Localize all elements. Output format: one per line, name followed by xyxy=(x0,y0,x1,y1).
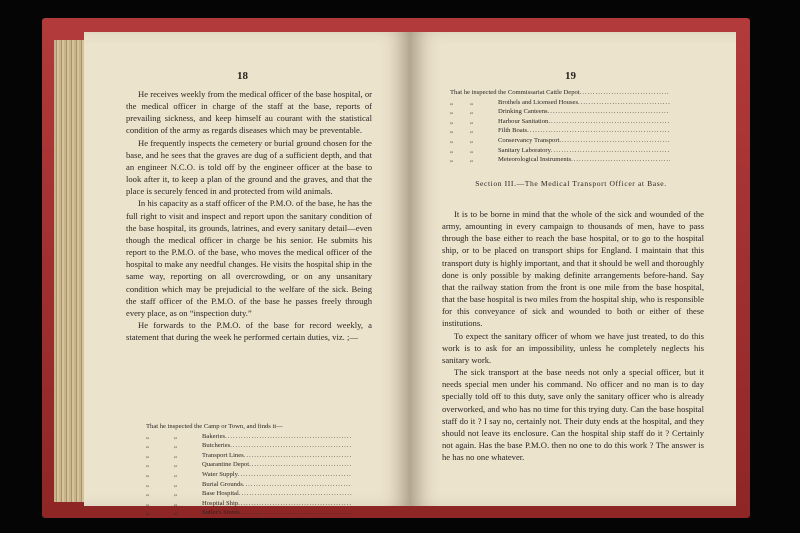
list-item-label: Conservancy Transport xyxy=(498,136,560,144)
ditto-mark: „ xyxy=(450,117,453,125)
leader-dots xyxy=(571,155,670,165)
list-item-label: Meteorological Instruments xyxy=(498,156,572,164)
list-item-label: Drinking Canteens xyxy=(498,108,548,116)
ditto-mark: „ xyxy=(146,480,149,488)
ditto-mark: „ xyxy=(470,127,473,135)
list-item-label: Transport Lines xyxy=(202,451,244,459)
ditto-mark: „ xyxy=(470,156,473,164)
ditto-mark: „ xyxy=(146,461,149,469)
page-edges-left xyxy=(54,40,84,502)
ditto-mark: „ xyxy=(146,451,149,459)
ditto-mark: „ xyxy=(174,432,177,440)
list-item-label: Water Supply xyxy=(202,470,238,478)
list-item-label: Harbour Sanitation xyxy=(498,117,549,125)
ditto-mark: „ xyxy=(470,98,473,106)
ditto-mark: „ xyxy=(174,480,177,488)
ditto-mark: „ xyxy=(450,98,453,106)
list-item xyxy=(146,470,352,480)
list-intro: That he inspected the Camp or Town, and finds it— xyxy=(146,423,283,430)
list-item xyxy=(146,480,352,490)
list-item xyxy=(450,117,670,127)
leader-dots xyxy=(249,460,352,470)
page-number: 19 xyxy=(565,70,576,82)
list-item xyxy=(450,98,670,108)
ditto-mark: „ xyxy=(470,108,473,116)
ditto-mark: „ xyxy=(470,136,473,144)
paragraph: He forwards to the P.M.O. of the base for record weekly, a statement that during the week he performed certain duties, viz. ;— xyxy=(126,319,372,343)
leader-dots xyxy=(230,441,352,451)
list-item xyxy=(450,107,670,117)
leader-dots xyxy=(239,489,352,499)
list-item-label: Filth Boats xyxy=(498,127,528,135)
ditto-mark: „ xyxy=(450,108,453,116)
list-item xyxy=(146,508,352,518)
ditto-mark: „ xyxy=(146,432,149,440)
ditto-mark: „ xyxy=(174,442,177,450)
list-intro: That he inspected the Commissariat Cattle Depot xyxy=(450,89,580,96)
list-item xyxy=(146,451,352,461)
list-item-label: Hospital Ship xyxy=(202,499,239,507)
list-item-label: Sanitary Laboratory xyxy=(498,146,551,154)
ditto-mark: „ xyxy=(174,509,177,517)
paragraph: It is to be borne in mind that the whole of the sick and wounded of the army, amounting in every campaign to thousands of men, have to pass through the base either to reach the base hospital, or to go to the hospital ship, or to be placed on transport ships for England. I maintain that this transport duty is highly important, and that it should be well and thoroughly done is only possible by making definite arrangements before-hand. Say that the railway station from the front is one mile from the base hospital, that the base hospital is two miles from the hospital ship, who is responsible for this conveyance of sick and wounded to both or either of these institutions. xyxy=(442,209,704,329)
list-item-label: Burial Grounds xyxy=(202,480,243,488)
leader-dots xyxy=(548,107,670,117)
list-item xyxy=(450,146,670,156)
list-item-label: Bakeries xyxy=(202,432,226,440)
list-item-label: Butcheries xyxy=(202,442,231,450)
paragraph: To expect the sanitary officer of whom we have just treated, to do this work is to ask for an impossibility, unless he completely neglects his sanitary work. xyxy=(442,330,704,365)
list-item xyxy=(146,489,352,499)
paragraph: The sick transport at the base needs not only a special officer, but it needs special men under his command. No officer and no man is to day specially told off to this duty, save only the sanitary officer who is already overworked, and who has no time for this trying duty. Can the base hospital staff do it ? I say no, certainly not. Their duty ends at the hospital, and they should not leave its enclosure. Can the hospital ship staff do it ? Certainly not again. Has the base P.M.O. then no one to do this work ? The answer is he has no one whatever. xyxy=(442,367,704,463)
list-item-label: Brothels and Licensed Houses xyxy=(498,98,579,106)
page-number: 18 xyxy=(237,70,248,82)
leader-dots xyxy=(238,470,352,480)
leader-dots xyxy=(551,146,670,156)
right-page xyxy=(410,32,736,506)
ditto-mark: „ xyxy=(470,117,473,125)
list-item xyxy=(146,460,352,470)
leader-dots xyxy=(240,508,352,518)
section-heading: Section III.—The Medical Transport Officer at Base. xyxy=(475,179,667,188)
ditto-mark: „ xyxy=(146,490,149,498)
leader-dots xyxy=(559,136,670,146)
paragraph: He receives weekly from the medical officer of the base hospital, or the medical officer in charge of the staff at the base, reports of prevailing sickness, and keep himself au courant with the statistical condition of the army as regards diseases which may be preventable. xyxy=(126,89,372,136)
leader-dots xyxy=(527,126,670,136)
ditto-mark: „ xyxy=(174,499,177,507)
left-body-text xyxy=(126,88,372,343)
leader-dots xyxy=(238,499,352,509)
list-item xyxy=(450,126,670,136)
ditto-mark: „ xyxy=(174,490,177,498)
inspection-list xyxy=(146,422,352,518)
paragraph: In his capacity as a staff officer of the P.M.O. of the base, he has the full right to visit and inspect and report upon the sanitary condition of the base hospital, its grounds, latrines, and every sanitary detail—even though the medical officer in charge be his senior. He submits his report to the P.M.O. of the base, who moves the medical officer of the hospital to make any needful changes. He visits the hospital ship in the same way, reporting on all overcrowding, or on any unsanitary condition which may be prejudicial to the welfare of the sick. Being the staff officer of the P.M.O. of the base he passes freely through every place, as on “inspection duty.” xyxy=(126,198,372,318)
list-item-label: Base Hospital xyxy=(202,490,239,498)
right-body-text xyxy=(442,208,704,463)
ditto-mark: „ xyxy=(450,156,453,164)
leader-dots xyxy=(243,480,352,490)
paragraph: He frequently inspects the cemetery or burial ground chosen for the base, and he sees that the graves are dug of a sufficient depth, and that an engineer N.C.O. is told off by the engineer officer at the base to look after it, to keep a plan of the ground and the graves, and that the place is securely fenced in and protected from wild animals. xyxy=(126,137,372,197)
list-item-label: Sutler's Stores xyxy=(202,509,240,517)
ditto-mark: „ xyxy=(470,146,473,154)
list-item-label: Quarantine Depot xyxy=(202,461,250,469)
ditto-mark: „ xyxy=(174,451,177,459)
list-item xyxy=(450,136,670,146)
ditto-mark: „ xyxy=(174,470,177,478)
ditto-mark: „ xyxy=(174,461,177,469)
inspection-list xyxy=(450,88,670,165)
list-item xyxy=(146,499,352,509)
ditto-mark: „ xyxy=(450,127,453,135)
list-item xyxy=(450,155,670,165)
leader-dots xyxy=(548,117,670,127)
ditto-mark: „ xyxy=(450,146,453,154)
leader-dots xyxy=(578,98,670,108)
ditto-mark: „ xyxy=(146,470,149,478)
ditto-mark: „ xyxy=(146,509,149,517)
list-item xyxy=(146,432,352,442)
ditto-mark: „ xyxy=(146,499,149,507)
open-book xyxy=(42,18,750,518)
list-item xyxy=(146,441,352,451)
leader-dots xyxy=(244,451,352,461)
leader-dots xyxy=(225,432,352,442)
ditto-mark: „ xyxy=(146,442,149,450)
ditto-mark: „ xyxy=(450,136,453,144)
left-page xyxy=(84,32,410,517)
